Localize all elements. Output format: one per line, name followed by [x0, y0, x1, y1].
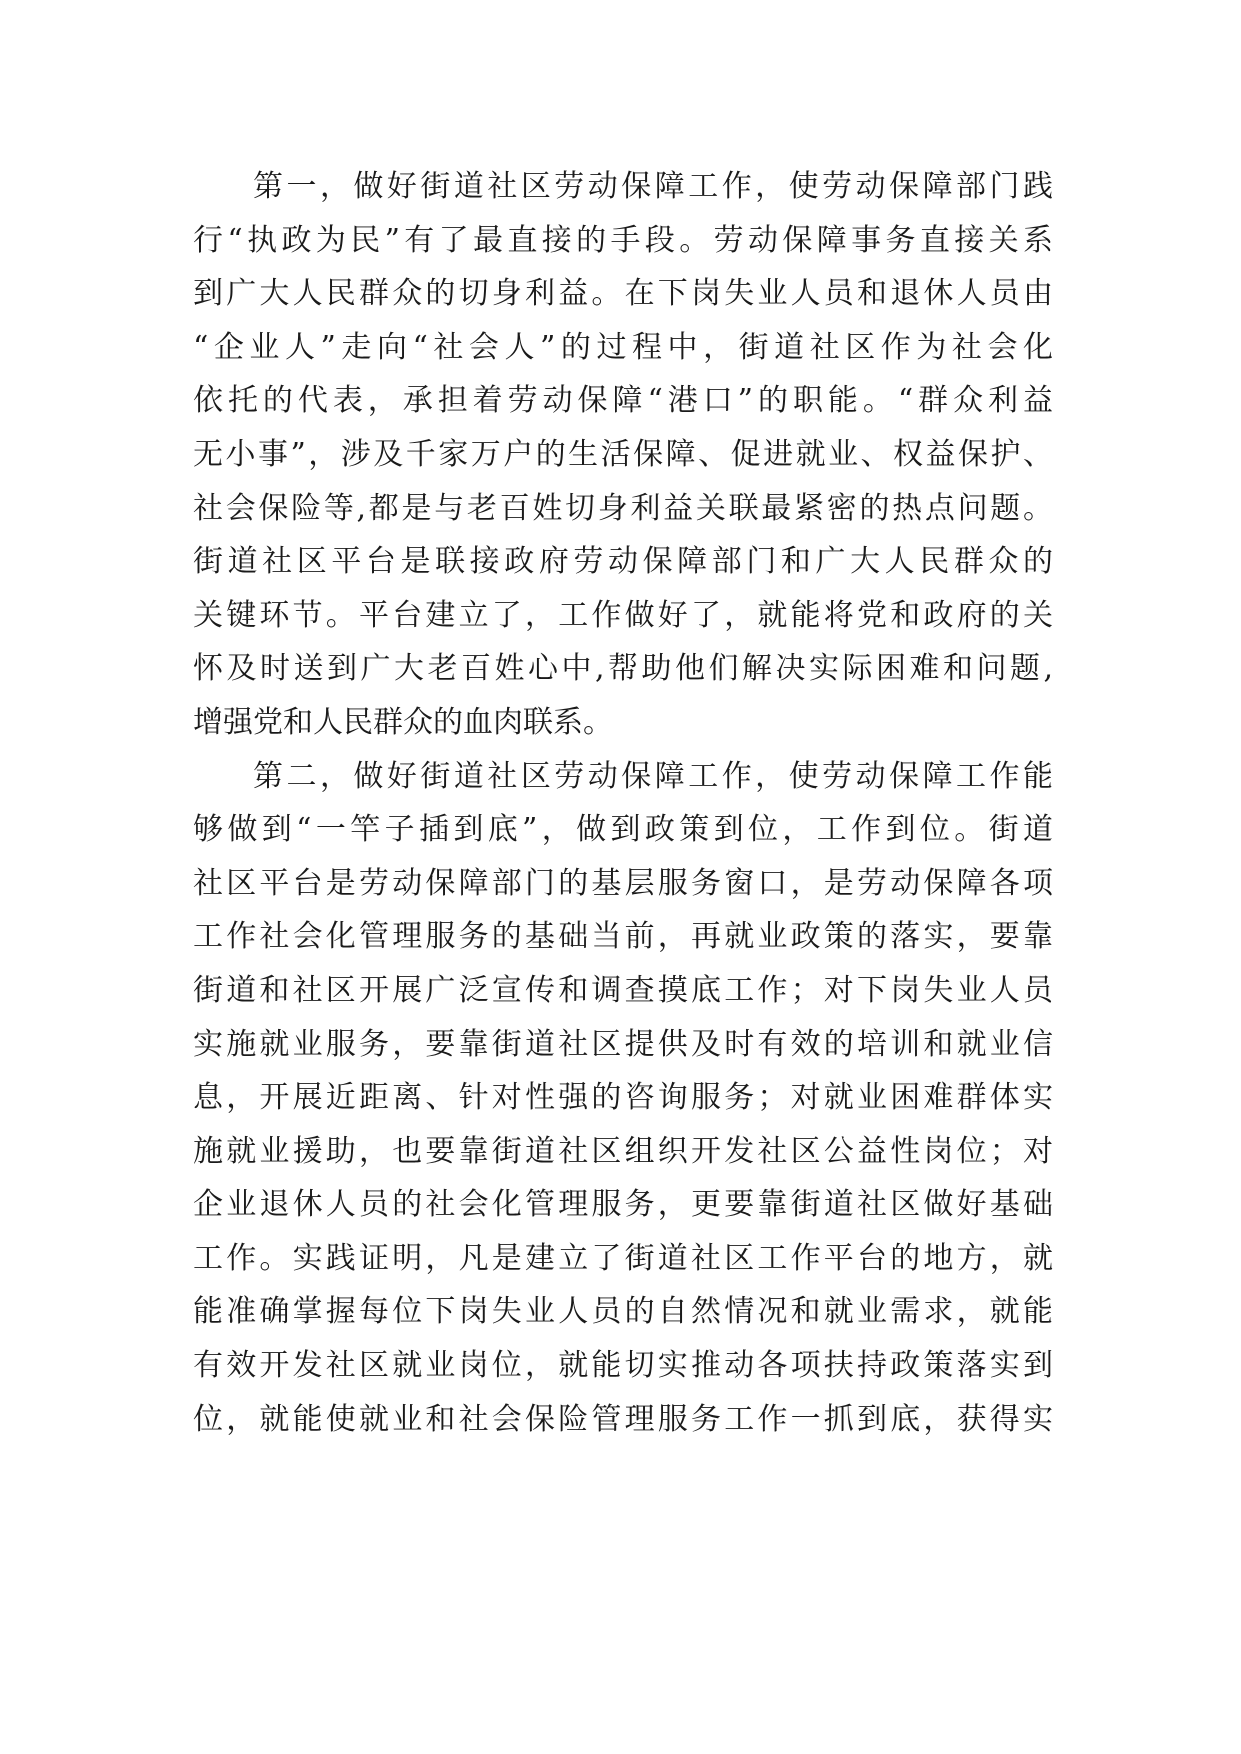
text-line: 社会保险等,都是与老百姓切身利益关联最紧密的热点问题。	[193, 490, 1053, 526]
text-line: 施就业援助，也要靠街道社区组织开发社区公益性岗位；对	[193, 1133, 1053, 1169]
text-line: 第一，做好街道社区劳动保障工作，使劳动保障部门践	[253, 169, 1053, 204]
text-line: 社区平台是劳动保障部门的基层服务窗口，是劳动保障各项	[193, 865, 1053, 901]
text-line: 够做到“一竿子插到底”，做到政策到位，工作到位。街道	[193, 812, 1053, 848]
text-line: 能准确掌握每位下岗失业人员的自然情况和就业需求，就能	[193, 1294, 1053, 1330]
text-line: 街道社区平台是联接政府劳动保障部门和广大人民群众的	[193, 544, 1053, 580]
text-line: 怀及时送到广大老百姓心中,帮助他们解决实际困难和问题,	[193, 651, 1053, 687]
paragraph-2	[193, 750, 1053, 1447]
text-line: 依托的代表，承担着劳动保障“港口”的职能。“群众利益	[193, 383, 1053, 419]
text-line: 无小事”，涉及千家万户的生活保障、促进就业、权益保护、	[193, 436, 1053, 472]
text-line: “企业人”走向“社会人”的过程中，街道社区作为社会化	[193, 329, 1053, 365]
paragraph-1	[193, 160, 1053, 750]
text-line: 位，就能使就业和社会保险管理服务工作一抓到底，获得实	[193, 1401, 1053, 1437]
text-line: 到广大人民群众的切身利益。在下岗失业人员和退休人员由	[193, 276, 1053, 312]
text-line: 有效开发社区就业岗位，就能切实推动各项扶持政策落实到	[193, 1348, 1053, 1384]
text-line: 企业退休人员的社会化管理服务，更要靠街道社区做好基础	[193, 1187, 1053, 1223]
text-line: 增强党和人民群众的血肉联系。	[193, 704, 613, 740]
text-line: 关键环节。平台建立了，工作做好了，就能将党和政府的关	[193, 597, 1053, 633]
text-line: 第二，做好街道社区劳动保障工作，使劳动保障工作能	[253, 758, 1053, 794]
document-body	[193, 160, 1053, 1446]
text-line: 街道和社区开展广泛宣传和调查摸底工作；对下岗失业人员	[193, 972, 1053, 1008]
text-line: 工作。实践证明，凡是建立了街道社区工作平台的地方，就	[193, 1240, 1053, 1276]
text-line: 工作社会化管理服务的基础当前，再就业政策的落实，要靠	[193, 919, 1053, 955]
text-line: 行“执政为民”有了最直接的手段。劳动保障事务直接关系	[193, 222, 1053, 258]
text-line: 息，开展近距离、针对性强的咨询服务；对就业困难群体实	[193, 1080, 1053, 1116]
text-line: 实施就业服务，要靠街道社区提供及时有效的培训和就业信	[193, 1026, 1053, 1062]
